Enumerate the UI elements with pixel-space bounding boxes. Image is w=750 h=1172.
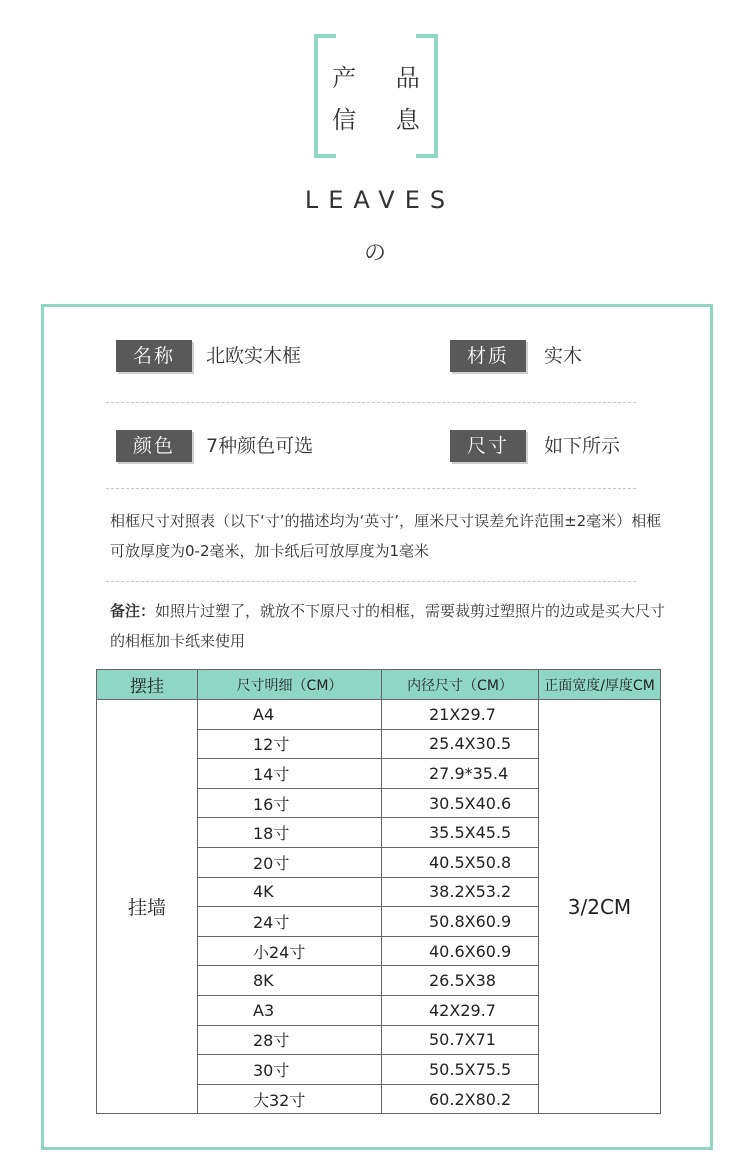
- size-cell: A4: [198, 700, 382, 730]
- spec-value-material: 实木: [544, 345, 583, 367]
- size-cell: A3: [198, 995, 382, 1025]
- title-bracket: [314, 34, 438, 158]
- spec-label-color: 颜色: [116, 430, 192, 462]
- size-cell: 大32寸: [198, 1084, 382, 1114]
- title-line-2: 信 息: [332, 106, 436, 134]
- note-label: 备注：: [110, 602, 156, 620]
- spec-value-size: 如下所示: [544, 435, 621, 457]
- spec-label-name: 名称: [116, 340, 192, 372]
- spec-value-color: 7种颜色可选: [206, 435, 314, 457]
- note-text: 如照片过塑了，就放不下原尺寸的相框，需要裁剪过塑照片的边或是买大尺寸的相框加卡纸来使用: [110, 602, 666, 650]
- size-cell: 18寸: [198, 818, 382, 848]
- spec-label-size: 尺寸: [450, 430, 526, 462]
- inner-size-cell: 26.5X38: [382, 966, 539, 996]
- brand-name: LEAVES: [304, 186, 456, 214]
- table-row: [97, 700, 661, 730]
- brand-particle: の: [363, 241, 386, 266]
- inner-size-cell: 35.5X45.5: [382, 818, 539, 848]
- inner-size-cell: 42X29.7: [382, 995, 539, 1025]
- width-thickness-cell: 3/2CM: [539, 700, 661, 1114]
- inner-size-cell: 21X29.7: [382, 700, 539, 730]
- bracket-left: [314, 34, 336, 158]
- inner-size-cell: 30.5X40.6: [382, 788, 539, 818]
- inner-size-cell: 50.7X71: [382, 1025, 539, 1055]
- size-cell: 12寸: [198, 729, 382, 759]
- size-cell: 4K: [198, 877, 382, 907]
- title-line-1: 产 品: [332, 64, 436, 92]
- inner-size-cell: 38.2X53.2: [382, 877, 539, 907]
- size-cell: 28寸: [198, 1025, 382, 1055]
- spec-value-name: 北欧实木框: [206, 345, 302, 367]
- header-width-thickness: 正面宽度/厚度CM: [539, 670, 661, 700]
- spec-label-material: 材质: [450, 340, 526, 372]
- mount-type-cell: 挂墙: [97, 700, 198, 1114]
- inner-size-cell: 40.5X50.8: [382, 847, 539, 877]
- header-mount: 摆挂: [97, 670, 198, 700]
- header-size-detail: 尺寸明细（CM）: [198, 670, 382, 700]
- inner-size-cell: 27.9*35.4: [382, 759, 539, 789]
- divider: [106, 488, 636, 489]
- size-description: 相框尺寸对照表（以下‘寸’的描述均为‘英寸’，厘米尺寸误差允许范围±2毫米）相框可放厚度为0-2毫米，加卡纸后可放厚度为1毫米: [110, 512, 662, 560]
- size-cell: 30寸: [198, 1055, 382, 1085]
- bracket-right: [416, 34, 438, 158]
- size-cell: 小24寸: [198, 936, 382, 966]
- size-cell: 24寸: [198, 907, 382, 937]
- inner-size-cell: 60.2X80.2: [382, 1084, 539, 1114]
- inner-size-cell: 50.5X75.5: [382, 1055, 539, 1085]
- size-cell: 8K: [198, 966, 382, 996]
- divider: [106, 581, 636, 582]
- size-cell: 20寸: [198, 847, 382, 877]
- divider: [106, 402, 636, 403]
- inner-size-cell: 25.4X30.5: [382, 729, 539, 759]
- size-cell: 14寸: [198, 759, 382, 789]
- inner-size-cell: 40.6X60.9: [382, 936, 539, 966]
- size-table: [96, 669, 661, 1114]
- header-inner-size: 内径尺寸（CM）: [382, 670, 539, 700]
- table-header-row: [97, 670, 661, 700]
- size-cell: 16寸: [198, 788, 382, 818]
- note-paragraph: [110, 596, 670, 656]
- inner-size-cell: 50.8X60.9: [382, 907, 539, 937]
